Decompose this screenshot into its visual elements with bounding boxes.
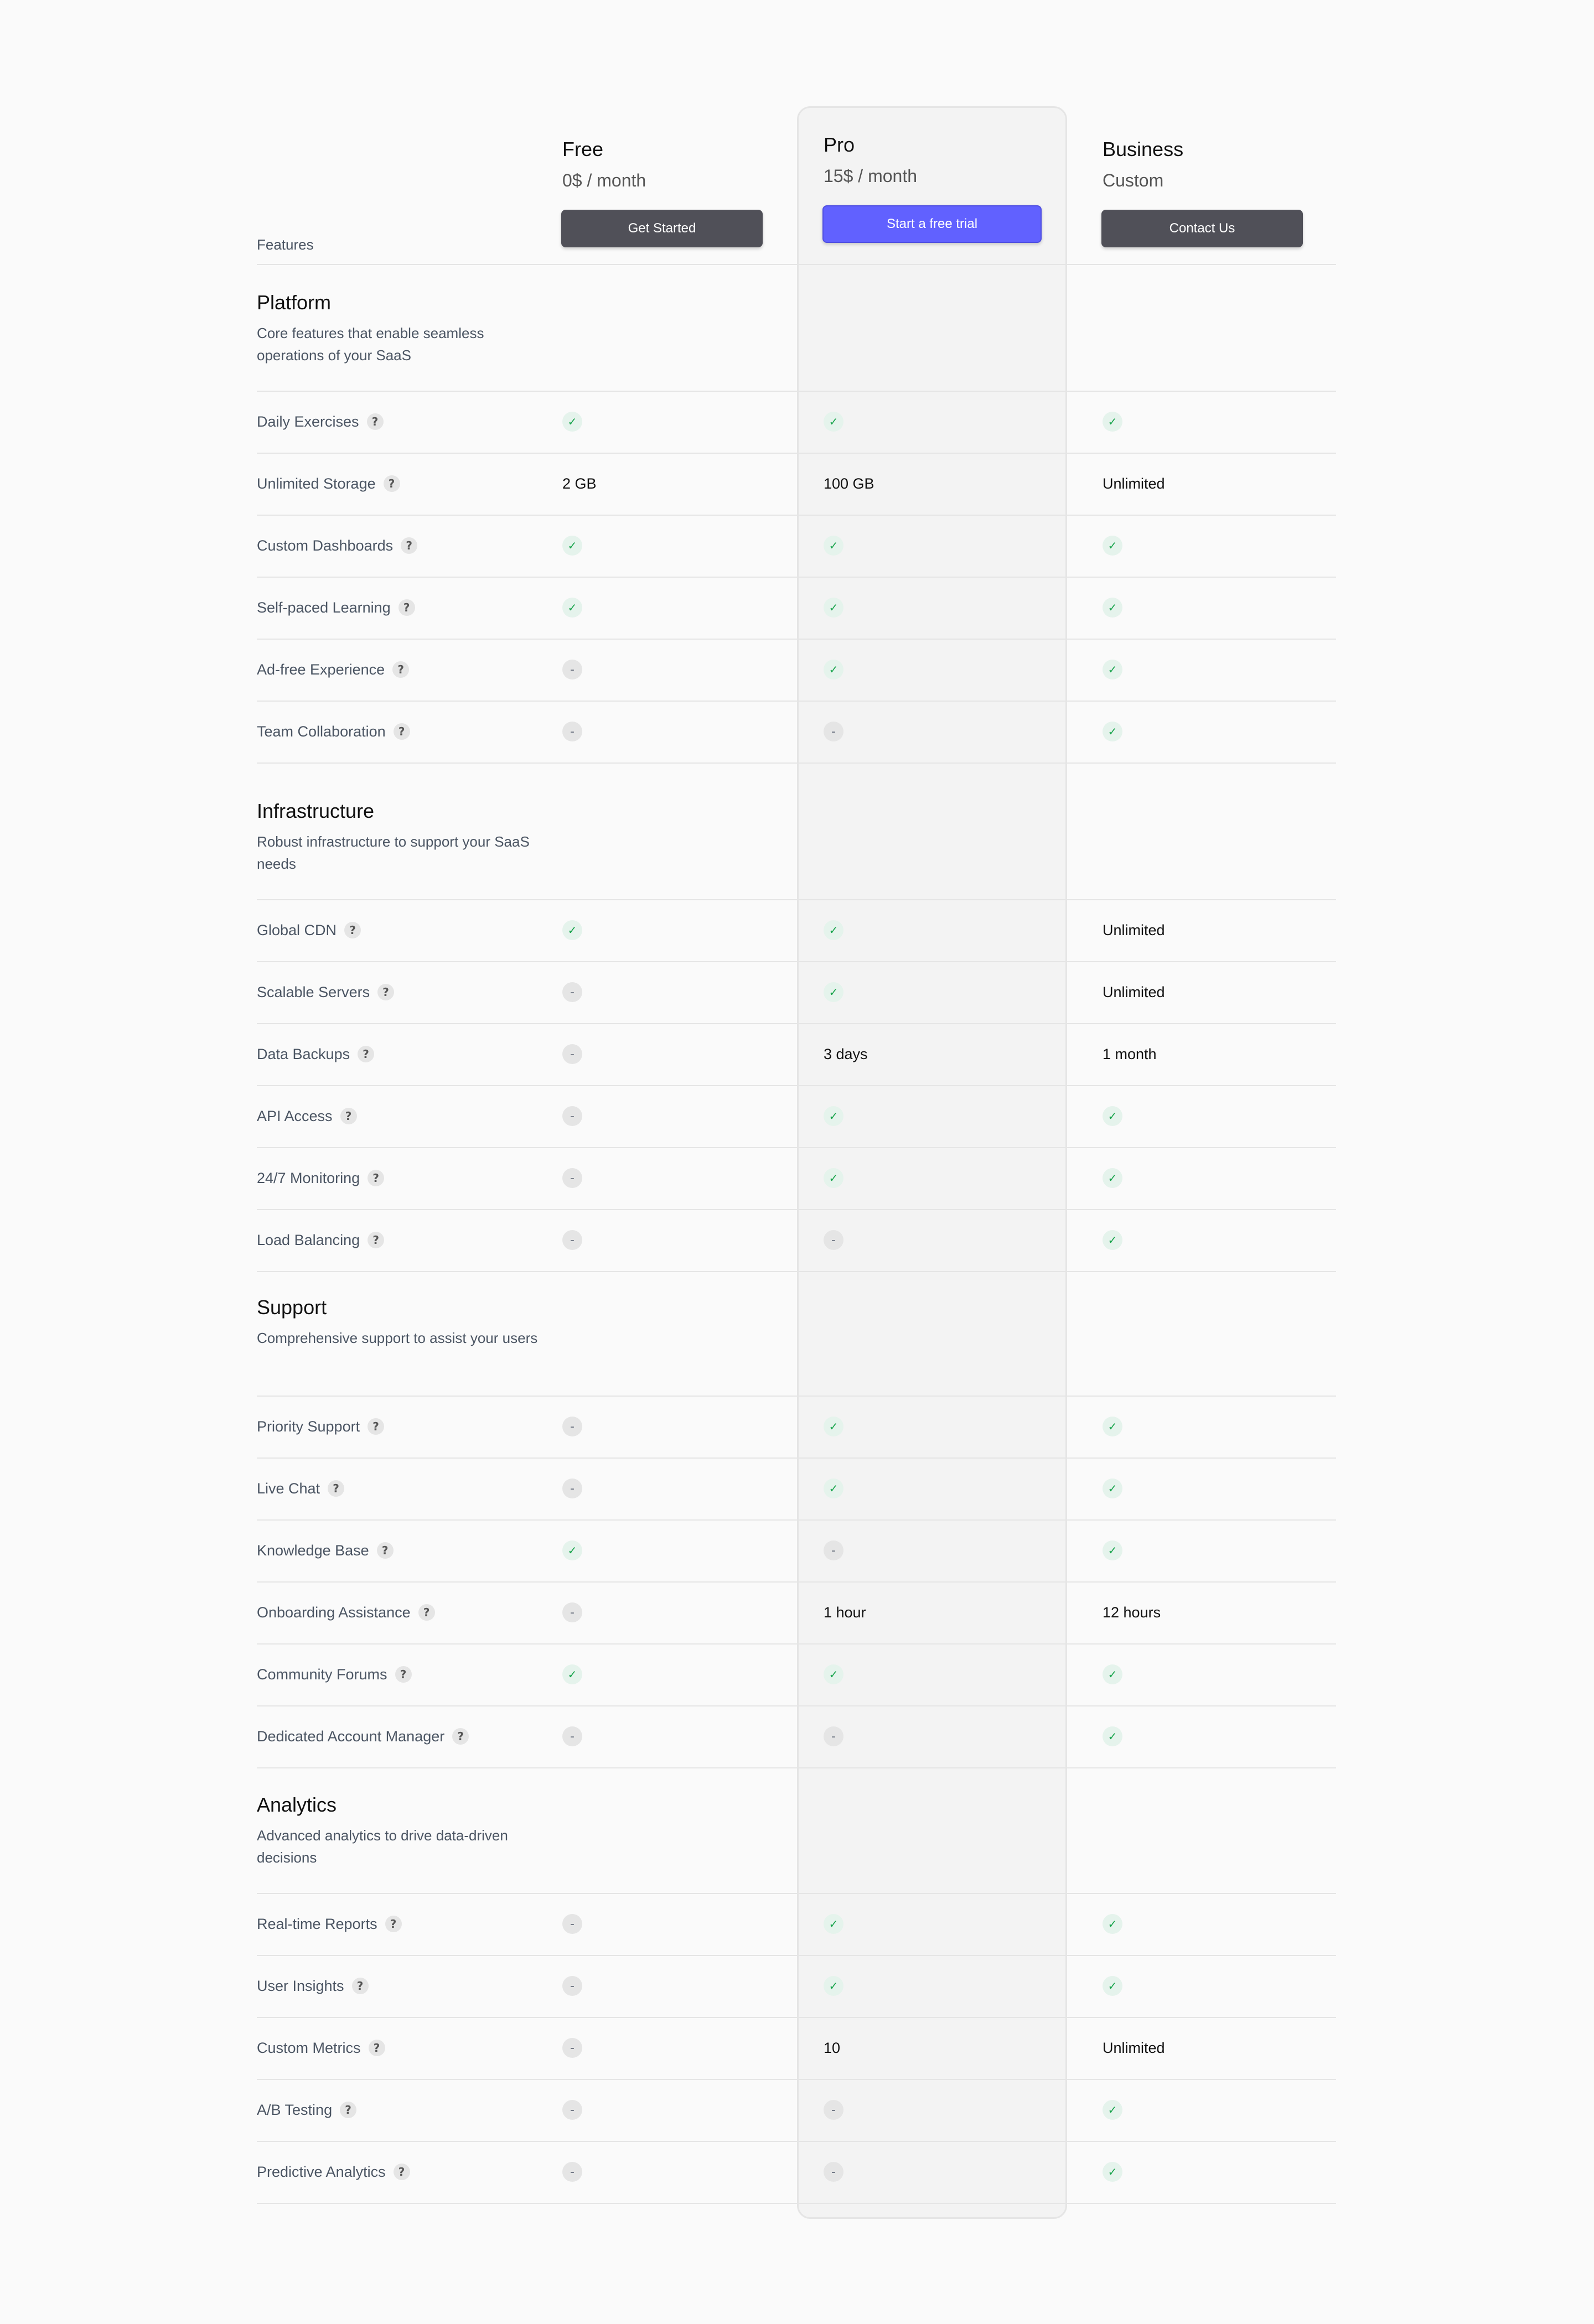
get-started-button[interactable]: Get Started [561, 210, 763, 247]
value-text: 3 days [824, 1045, 868, 1062]
feature-name: Custom Dashboards [257, 537, 394, 554]
row-divider [257, 1705, 1336, 1706]
plan-free-header [562, 139, 646, 189]
check-icon: ✓ [562, 920, 582, 940]
help-icon[interactable]: ? [394, 723, 410, 740]
row-divider [257, 762, 1336, 764]
feature-value-business [1103, 1167, 1122, 1189]
feature-value-free [562, 1601, 582, 1623]
check-icon: ✓ [562, 412, 582, 432]
row-divider [257, 1581, 1336, 1583]
feature-value-business [1103, 1229, 1122, 1251]
feature-label [257, 2099, 356, 2121]
check-icon: ✓ [1103, 1479, 1122, 1498]
feature-name: Unlimited Storage [257, 475, 376, 492]
feature-value-business [1103, 2161, 1122, 2183]
dash-icon: - [562, 1976, 582, 1996]
section-description-support: Comprehensive support to assist your users [257, 1330, 538, 1346]
feature-value-pro [824, 1601, 866, 1623]
dash-icon: - [562, 1602, 582, 1622]
feature-value-business [1103, 596, 1122, 619]
feature-name: Self-paced Learning [257, 599, 391, 616]
feature-label [257, 2037, 385, 2059]
help-icon[interactable]: ? [377, 984, 394, 1000]
dash-icon: - [562, 1914, 582, 1934]
dash-icon: - [562, 660, 582, 679]
value-text: 12 hours [1103, 1604, 1161, 1621]
check-icon: ✓ [1103, 722, 1122, 741]
feature-value-pro [824, 658, 843, 681]
feature-value-free [562, 1975, 582, 1997]
check-icon: ✓ [824, 1168, 843, 1188]
row-divider [257, 577, 1336, 578]
feature-value-pro [824, 1975, 843, 1997]
feature-name: User Insights [257, 1977, 344, 1994]
dash-icon: - [824, 1230, 843, 1250]
dash-icon: - [562, 982, 582, 1002]
feature-value-free [562, 2099, 582, 2121]
feature-value-business [1103, 1477, 1122, 1500]
feature-value-pro [824, 1663, 843, 1685]
feature-label [257, 1663, 412, 1685]
feature-label [257, 1975, 369, 1997]
feature-value-business [1103, 658, 1122, 681]
feature-name: Custom Metrics [257, 2039, 361, 2056]
row-divider [257, 1643, 1336, 1645]
feature-label [257, 1105, 357, 1127]
plan-free-name: Free [562, 138, 604, 160]
feature-value-free [562, 1043, 582, 1065]
feature-value-pro [824, 1043, 868, 1065]
feature-value-free [562, 2037, 582, 2059]
feature-value-business [1103, 1539, 1122, 1562]
value-text: 10 [824, 2039, 841, 2056]
value-text: 100 GB [824, 475, 874, 492]
help-icon[interactable]: ? [358, 1046, 374, 1062]
feature-value-free [562, 1167, 582, 1189]
check-icon: ✓ [562, 1664, 582, 1684]
dash-icon: - [824, 2162, 843, 2182]
feature-value-free [562, 411, 582, 433]
feature-value-free [562, 1539, 582, 1562]
feature-value-free [562, 1415, 582, 1438]
section-divider [257, 899, 1336, 900]
feature-value-business [1103, 1663, 1122, 1685]
feature-value-free [562, 596, 582, 619]
row-divider [257, 453, 1336, 454]
feature-name: A/B Testing [257, 2101, 333, 2118]
check-icon: ✓ [1103, 412, 1122, 432]
feature-label [257, 1539, 394, 1562]
value-text: 1 hour [824, 1604, 866, 1621]
header-divider [257, 264, 1336, 265]
feature-label [257, 2161, 410, 2183]
feature-value-free [562, 1663, 582, 1685]
check-icon: ✓ [562, 536, 582, 556]
features-column-label: Features [257, 236, 314, 253]
plan-free-price: 0$ / month [562, 170, 646, 190]
dash-icon: - [562, 1230, 582, 1250]
feature-value-pro [824, 1539, 843, 1562]
feature-value-free [562, 1913, 582, 1935]
feature-name: Priority Support [257, 1418, 360, 1435]
feature-value-business [1103, 720, 1122, 743]
check-icon: ✓ [824, 1976, 843, 1996]
dash-icon: - [562, 1726, 582, 1746]
dash-icon: - [562, 2038, 582, 2058]
check-icon: ✓ [824, 412, 843, 432]
dash-icon: - [562, 1168, 582, 1188]
feature-label [257, 919, 361, 941]
help-icon[interactable]: ? [340, 2102, 356, 2118]
feature-label [257, 1477, 344, 1500]
feature-value-pro [824, 2161, 843, 2183]
contact-us-button[interactable]: Contact Us [1101, 210, 1303, 247]
check-icon: ✓ [1103, 1230, 1122, 1250]
help-icon[interactable]: ? [369, 2040, 385, 2056]
section-title-infrastructure: Infrastructure [257, 800, 375, 822]
row-divider [257, 1955, 1336, 1956]
feature-value-free [562, 919, 582, 941]
feature-value-business [1103, 2037, 1165, 2059]
section-title-analytics: Analytics [257, 1793, 337, 1816]
feature-value-free [562, 658, 582, 681]
row-divider [257, 1209, 1336, 1210]
feature-label [257, 1167, 384, 1189]
help-icon[interactable]: ? [395, 1666, 412, 1683]
help-icon[interactable]: ? [367, 413, 384, 430]
feature-value-free [562, 720, 582, 743]
feature-label [257, 596, 415, 619]
check-icon: ✓ [1103, 1417, 1122, 1436]
feature-name: Ad-free Experience [257, 661, 385, 678]
check-icon: ✓ [1103, 1726, 1122, 1746]
feature-value-business [1103, 1913, 1122, 1935]
plan-pro-name: Pro [824, 133, 855, 156]
row-divider [257, 701, 1336, 702]
plan-business-name: Business [1103, 138, 1184, 160]
feature-value-business [1103, 411, 1122, 433]
dash-icon: - [562, 1417, 582, 1436]
row-divider [257, 1767, 1336, 1768]
section-description-analytics: Advanced analytics to drive data-driven decisions [257, 1827, 508, 1866]
check-icon: ✓ [824, 1106, 843, 1126]
feature-label [257, 981, 394, 1003]
help-icon[interactable]: ? [392, 661, 409, 678]
feature-value-business [1103, 1601, 1161, 1623]
help-icon[interactable]: ? [398, 599, 415, 616]
feature-label [257, 1229, 384, 1251]
help-icon[interactable]: ? [377, 1542, 394, 1559]
feature-label [257, 658, 409, 681]
value-text: 2 GB [562, 475, 597, 492]
row-divider [257, 1519, 1336, 1521]
section-description-infrastructure: Robust infrastructure to support your SaaS needs [257, 833, 530, 872]
value-text: Unlimited [1103, 983, 1165, 1000]
section-divider [257, 391, 1336, 392]
plan-pro-header [824, 135, 917, 185]
feature-value-pro [824, 1415, 843, 1438]
row-divider [257, 2203, 1336, 2204]
feature-name: Team Collaboration [257, 723, 386, 740]
help-icon[interactable]: ? [344, 922, 361, 938]
feature-value-pro [824, 411, 843, 433]
dash-icon: - [562, 1106, 582, 1126]
feature-label [257, 1913, 402, 1935]
feature-value-free [562, 473, 597, 495]
feature-value-pro [824, 2037, 840, 2059]
check-icon: ✓ [1103, 1914, 1122, 1934]
feature-value-business [1103, 2099, 1122, 2121]
row-divider [257, 1457, 1336, 1459]
feature-label [257, 1601, 435, 1623]
feature-value-pro [824, 1725, 843, 1747]
check-icon: ✓ [1103, 1540, 1122, 1560]
feature-label [257, 473, 400, 495]
row-divider [257, 961, 1336, 962]
check-icon: ✓ [824, 598, 843, 618]
start-free-trial-button[interactable]: Start a free trial [822, 205, 1042, 243]
plan-business-price: Custom [1103, 170, 1164, 190]
feature-name: Dedicated Account Manager [257, 1728, 445, 1745]
feature-value-business [1103, 535, 1122, 557]
feature-value-free [562, 1229, 582, 1251]
feature-name: Daily Exercises [257, 413, 359, 430]
row-divider [257, 515, 1336, 516]
feature-value-free [562, 981, 582, 1003]
feature-label [257, 411, 384, 433]
dash-icon: - [562, 722, 582, 741]
dash-icon: - [562, 2100, 582, 2120]
check-icon: ✓ [1103, 2100, 1122, 2120]
feature-value-pro [824, 2099, 843, 2121]
feature-value-business [1103, 1975, 1122, 1997]
check-icon: ✓ [824, 1417, 843, 1436]
check-icon: ✓ [1103, 1168, 1122, 1188]
row-divider [257, 1023, 1336, 1024]
check-icon: ✓ [1103, 1976, 1122, 1996]
feature-name: API Access [257, 1107, 333, 1124]
feature-label [257, 535, 417, 557]
feature-value-pro [824, 1167, 843, 1189]
section-title-platform: Platform [257, 291, 332, 314]
plan-pro-price: 15$ / month [824, 166, 917, 186]
check-icon: ✓ [1103, 1664, 1122, 1684]
check-icon: ✓ [824, 660, 843, 679]
dash-icon: - [562, 2162, 582, 2182]
feature-value-free [562, 1477, 582, 1500]
check-icon: ✓ [824, 536, 843, 556]
help-icon[interactable]: ? [401, 537, 417, 554]
dash-icon: - [824, 1540, 843, 1560]
check-icon: ✓ [824, 982, 843, 1002]
feature-value-business [1103, 1105, 1122, 1127]
feature-name: Real-time Reports [257, 1915, 377, 1932]
check-icon: ✓ [562, 598, 582, 618]
row-divider [257, 1271, 1336, 1272]
help-icon[interactable]: ? [328, 1480, 344, 1497]
feature-value-pro [824, 535, 843, 557]
feature-name: Onboarding Assistance [257, 1604, 411, 1621]
section-divider [257, 1893, 1336, 1894]
dash-icon: - [824, 1726, 843, 1746]
row-divider [257, 2141, 1336, 2142]
dash-icon: - [562, 1044, 582, 1064]
feature-value-free [562, 2161, 582, 2183]
help-icon[interactable]: ? [384, 475, 400, 492]
feature-value-business [1103, 1415, 1122, 1438]
dash-icon: - [562, 1479, 582, 1498]
feature-value-pro [824, 1229, 843, 1251]
section-divider [257, 1396, 1336, 1397]
value-text: Unlimited [1103, 921, 1165, 938]
feature-value-pro [824, 720, 843, 743]
check-icon: ✓ [1103, 2162, 1122, 2182]
row-divider [257, 639, 1336, 640]
check-icon: ✓ [1103, 598, 1122, 618]
feature-name: Live Chat [257, 1480, 320, 1497]
feature-value-pro [824, 919, 843, 941]
check-icon: ✓ [1103, 660, 1122, 679]
row-divider [257, 1085, 1336, 1086]
plan-business-header [1103, 139, 1183, 189]
feature-value-free [562, 535, 582, 557]
row-divider [257, 1147, 1336, 1148]
feature-name: Data Backups [257, 1045, 350, 1062]
feature-name: Scalable Servers [257, 983, 370, 1000]
feature-label [257, 1415, 384, 1438]
row-divider [257, 2079, 1336, 2080]
help-icon[interactable]: ? [385, 1916, 402, 1932]
help-icon[interactable]: ? [452, 1728, 469, 1745]
feature-value-pro [824, 1913, 843, 1935]
dash-icon: - [824, 722, 843, 741]
feature-value-business [1103, 1725, 1122, 1747]
dash-icon: - [824, 2100, 843, 2120]
section-description-platform: Core features that enable seamless operations of your SaaS [257, 325, 484, 364]
check-icon: ✓ [824, 1479, 843, 1498]
feature-value-pro [824, 473, 874, 495]
feature-value-pro [824, 1477, 843, 1500]
feature-name: Community Forums [257, 1666, 387, 1683]
feature-name: Knowledge Base [257, 1542, 369, 1559]
check-icon: ✓ [824, 920, 843, 940]
feature-value-business [1103, 473, 1165, 495]
feature-label [257, 720, 410, 743]
help-icon[interactable]: ? [368, 1170, 384, 1186]
check-icon: ✓ [1103, 536, 1122, 556]
check-icon: ✓ [562, 1540, 582, 1560]
feature-value-business [1103, 1043, 1157, 1065]
feature-value-pro [824, 596, 843, 619]
feature-value-business [1103, 981, 1165, 1003]
feature-name: Global CDN [257, 921, 337, 938]
feature-value-pro [824, 1105, 843, 1127]
section-title-support: Support [257, 1296, 327, 1319]
feature-value-free [562, 1105, 582, 1127]
feature-value-free [562, 1725, 582, 1747]
help-icon[interactable]: ? [340, 1108, 357, 1124]
feature-name: Load Balancing [257, 1231, 360, 1248]
check-icon: ✓ [1103, 1106, 1122, 1126]
feature-value-pro [824, 981, 843, 1003]
feature-label [257, 1725, 469, 1747]
help-icon[interactable]: ? [418, 1604, 435, 1621]
value-text: 1 month [1103, 1045, 1157, 1062]
check-icon: ✓ [824, 1914, 843, 1934]
feature-name: Predictive Analytics [257, 2163, 386, 2180]
row-divider [257, 2017, 1336, 2018]
help-icon[interactable]: ? [368, 1418, 384, 1435]
value-text: Unlimited [1103, 475, 1165, 492]
help-icon[interactable]: ? [394, 2164, 410, 2180]
help-icon[interactable]: ? [368, 1232, 384, 1248]
feature-value-business [1103, 919, 1165, 941]
check-icon: ✓ [824, 1664, 843, 1684]
feature-label [257, 1043, 374, 1065]
help-icon[interactable]: ? [352, 1978, 369, 1994]
value-text: Unlimited [1103, 2039, 1165, 2056]
feature-name: 24/7 Monitoring [257, 1169, 360, 1186]
